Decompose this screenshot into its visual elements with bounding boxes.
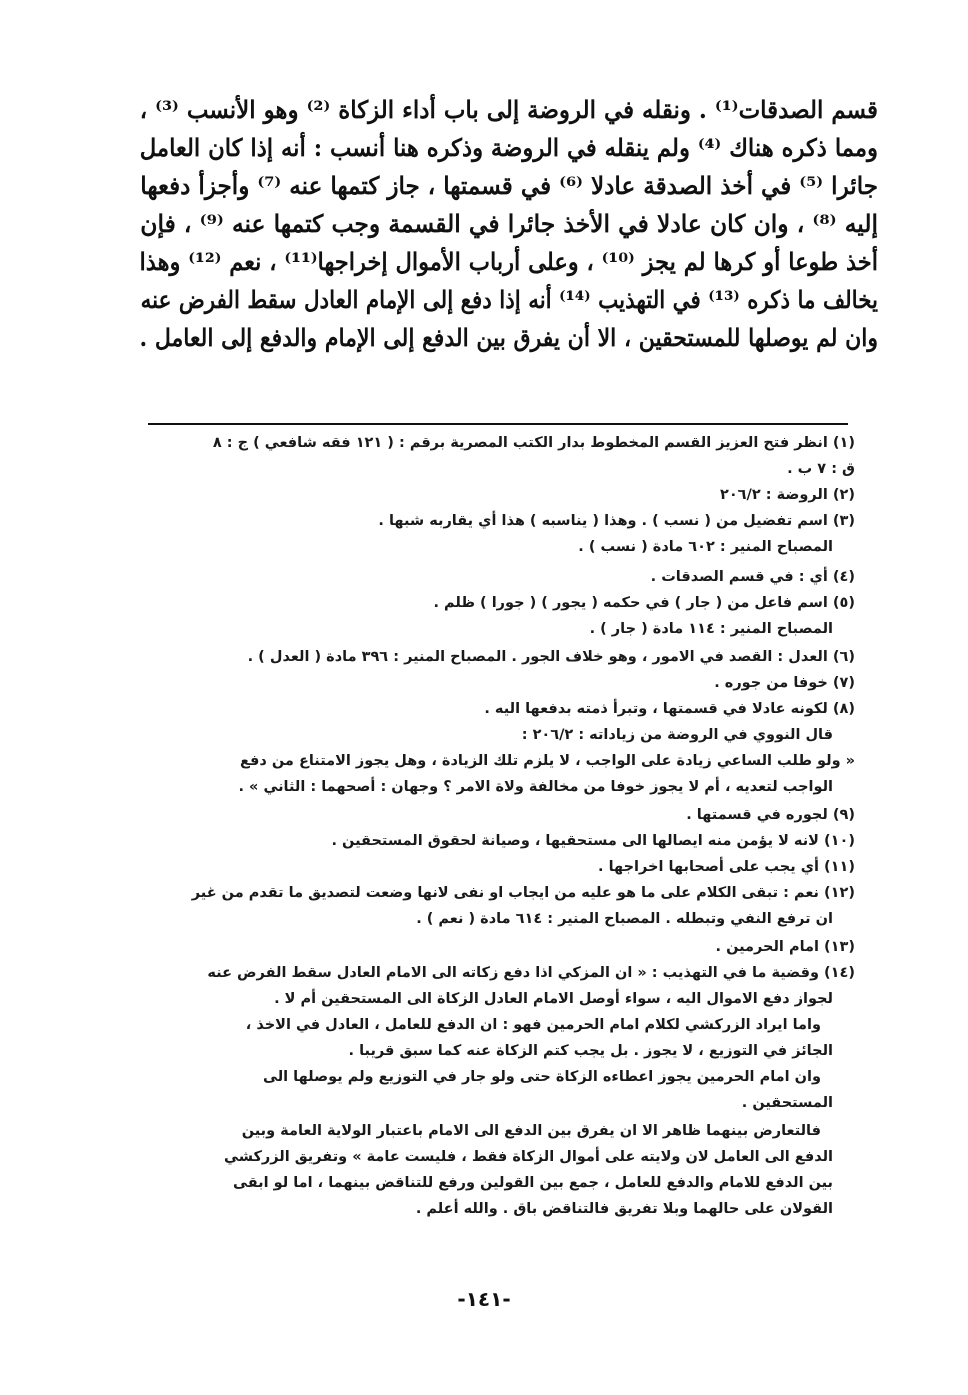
footnote-line: واما ايراد الزركشي لكلام امام الحرمين فهو : ان الدفع للعامل ، العادل في الاخذ ، (245, 1017, 821, 1033)
footnote-line: المصباح المنير : ١١٤ مادة ( جار ) . (589, 621, 833, 637)
footnote-line: (٩) لجوره في قسمتها . (686, 807, 855, 823)
footnote-line: بين الدفع للامام والدفع للعامل ، جمع بين القولين ورفع للتناقض بينهما ، اما لو ابقى (233, 1175, 833, 1191)
footnote-line: ان ترفع النفي وتبطله . المصباح المنير : ٦١٤ مادة ( نعم ) . (416, 911, 833, 927)
footnote-line: (١٢) نعم : تبقى الكلام على ما هو عليه من ايجاب او نفى لانها وضعت لتصديق ما تقدم من غير (191, 885, 855, 901)
footnote-line: (٢) الروضة : ٢٠٦/٢ (719, 487, 855, 503)
main-text-line: وان لم يوصلها للمستحقين ، الا أن يفرق بين الدفع إلى الإمام والدفع إلى العامل . (139, 323, 878, 352)
footnote-line: (١٤) وقضية ما في التهذيب : « ان المزكي اذا دفع زكاته الى الامام العادل سقط الفرض عنه (207, 965, 855, 981)
footnote-line: ق : ٧ ب . (787, 461, 855, 477)
main-text-line: إليه ⁽⁸⁾ ، وان كان عادلا في الأخذ جائرا في القسمة وجب كتمها عنه ⁽⁹⁾ ، فإن (140, 209, 878, 238)
footnote-line: المصباح المنير : ٦٠٢ مادة ( نسب ) . (578, 539, 833, 555)
footnote-line: (٦) العدل : القصد في الامور ، وهو خلاف الجور . المصباح المنير : ٣٩٦ مادة ( العدل ) . (247, 649, 855, 665)
footnote-line: (٤) أي : في قسم الصدقات . (650, 569, 855, 585)
footnote-separator (148, 423, 848, 425)
main-text-line: ومما ذكره هناك ⁽⁴⁾ ولم ينقله في الروضة وذكره هنا أنسب : أنه إذا كان العامل (139, 133, 878, 162)
footnote-line: (١١) أي يجب على أصحابها اخراجها . (598, 859, 855, 875)
footnote-line: قال النووي في الروضة من زياداته : ٢٠٦/٢ : (521, 727, 833, 743)
footnote-line: وان امام الحرمين يجوز اعطاءه الزكاة حتى ولو جار في التوزيع ولم يوصلها الى (263, 1069, 821, 1085)
footnote-line: لجواز دفع الاموال اليه ، سواء أوصل الامام العادل الزكاة الى المستحقين أم لا . (274, 991, 833, 1007)
footnote-line: القولان على حالهما وبلا تفريق فالتناقض باق . والله أعلم . (415, 1201, 833, 1217)
footnote-line: المستحقين . (741, 1095, 833, 1111)
page-number: -١٤١- (457, 1287, 511, 1311)
footnote-line: (١٠) لانه لا يؤمن منه ايصالها الى مستحقيها ، وصيانة لحقوق المستحقين . (331, 833, 855, 849)
footnote-line: الدفع الى العامل لان ولايته على أموال الزكاة فقط ، فليست عامة » وتفريق الزركشي (224, 1149, 833, 1165)
footnote-line: (٨) لكونه عادلا في قسمتها ، وتبرأ ذمته بدفعها اليه . (484, 701, 855, 717)
main-text-line: يخالف ما ذكره ⁽¹³⁾ في التهذيب ⁽¹⁴⁾ أنه إذا دفع إلى الإمام العادل سقط الفرض عنه (140, 285, 878, 314)
footnote-line: (٥) اسم فاعل من ( جار ) في حكمه ( يجور ) ( جورا ) ظلم . (433, 595, 855, 611)
footnote-line: (٣) اسم تفضيل من ( نسب ) . وهذا ( يناسبه ) هذا أي يقاربه شبها . (378, 513, 855, 529)
footnote-line: « ولو طلب الساعي زيادة على الواجب ، لا يلزم تلك الزيادة ، وهل يجوز الامتناع من دفع (239, 753, 855, 769)
main-text-line: قسم الصدقات⁽¹⁾ . ونقله في الروضة إلى باب أداء الزكاة ⁽²⁾ وهو الأنسب ⁽³⁾ ، (139, 95, 878, 124)
footnote-line: الجائز في التوزيع ، لا يجوز . بل يجب كتم الزكاة عنه كما سبق قريبا . (348, 1043, 833, 1059)
footnote-line: فالتعارض بينهما ظاهر الا ان يفرق بين الدفع الى الامام باعتبار الولاية العامة وبين (241, 1123, 821, 1139)
footnote-line: الواجب لتعديه ، أم لا يجوز خوفا من مخالفة ولاة الامر ؟ وجهان : أصحهما : الثاني » . (238, 779, 833, 795)
main-text-line: أخذ طوعا أو كرها لم يجز ⁽¹⁰⁾ ، وعلى أرباب الأموال إخراجها⁽¹¹⁾ ، نعم ⁽¹²⁾ وهذا (139, 247, 878, 276)
main-text-line: جائرا ⁽⁵⁾ في أخذ الصدقة عادلا ⁽⁶⁾ في قسمتها ، جاز كتمها عنه ⁽⁷⁾ وأجزأ دفعها (140, 171, 878, 200)
footnote-line: (١) انظر فتح العزيز القسم المخطوط بدار الكتب المصرية برقم : ( ١٢١ فقه شافعي ) ج : ٨ (212, 435, 855, 451)
footnote-line: (٧) خوفا من جوره . (714, 675, 855, 691)
footnote-line: (١٣) امام الحرمين . (715, 939, 855, 955)
